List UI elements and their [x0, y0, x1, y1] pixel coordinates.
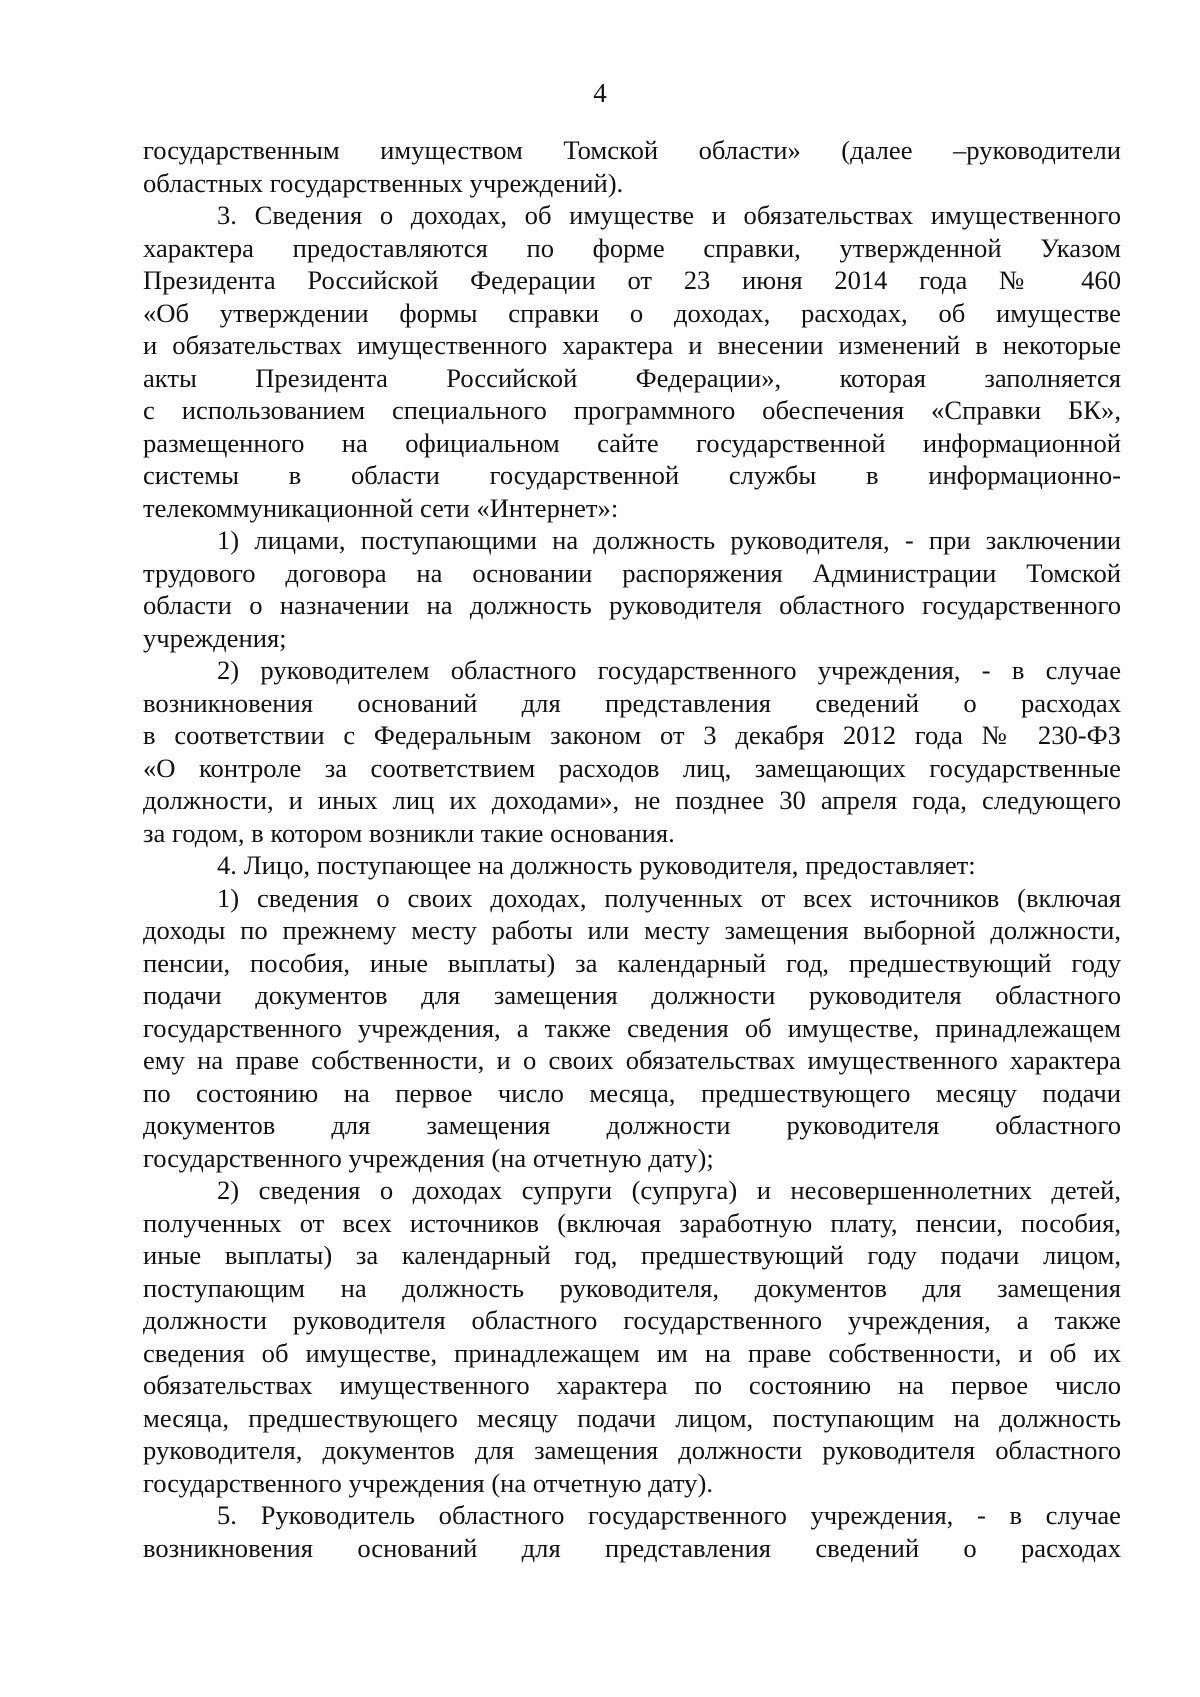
text-line: «Об утверждении формы справки о доходах, расходах, об имуществе — [143, 297, 1121, 328]
paragraph — [143, 1499, 1121, 1564]
text-line: телекоммуникационной сети «Интернет»: — [143, 492, 619, 523]
text-line: учреждения; — [143, 622, 287, 653]
text-line: акты Президента Российской Федерации», которая заполняется — [143, 362, 1121, 393]
text-line: государственного учреждения (на отчетную дату); — [143, 1142, 714, 1173]
text-line: 1) сведения о своих доходах, полученных от всех источников (включая — [217, 882, 1121, 913]
text-line: «О контроле за соответствием расходов лиц, замещающих государственные — [143, 752, 1121, 783]
text-line: подачи документов для замещения должности руководителя областного — [143, 980, 1121, 1010]
text-line: пенсии, пособия, иные выплаты) за календарный год, предшествующий году — [143, 947, 1121, 978]
paragraph — [143, 882, 1121, 1175]
paragraph — [143, 199, 1121, 524]
text-line: государственного учреждения (на отчетную дату). — [143, 1467, 713, 1498]
page-number: 4 — [593, 78, 607, 108]
paragraph — [143, 849, 1121, 882]
paragraph — [143, 1174, 1121, 1499]
text-line: в соответствии с Федеральным законом от 3 декабря 2012 года № 230-ФЗ — [143, 720, 1121, 750]
text-line: государственным имуществом Томской области» (далее –руководители — [143, 135, 1121, 165]
text-line: 2) сведения о доходах супруги (супруга) и несовершеннолетних детей, — [217, 1175, 1121, 1205]
text-line: 5. Руководитель областного государственного учреждения, - в случае — [217, 1500, 1121, 1530]
text-line: и обязательствах имущественного характера и внесении изменений в некоторые — [143, 330, 1121, 360]
text-line: трудового договора на основании распоряжения Администрации Томской — [143, 557, 1121, 588]
text-line: 4. Лицо, поступающее на должность руководителя, предоставляет: — [217, 850, 976, 880]
text-line: характера предоставляются по форме справки, утвержденной Указом — [143, 232, 1121, 263]
paragraph — [143, 524, 1121, 654]
text-line: системы в области государственной службы в информационно- — [143, 460, 1121, 490]
text-line: за годом, в котором возникли такие основания. — [143, 817, 675, 848]
text-line: доходы по прежнему месту работы или месту замещения выборной должности, — [143, 915, 1121, 945]
text-line: иные выплаты) за календарный год, предшествующий году подачи лицом, — [143, 1240, 1121, 1270]
text-line: Президента Российской Федерации от 23 июня 2014 года № 460 — [143, 265, 1121, 295]
text-line: сведения об имуществе, принадлежащем им на праве собственности, и об их — [143, 1337, 1121, 1368]
paragraph — [143, 654, 1121, 849]
text-line: полученных от всех источников (включая заработную плату, пенсии, пособия, — [143, 1207, 1121, 1238]
text-line: должности, и иных лиц их доходами», не позднее 30 апреля года, следующего — [143, 785, 1121, 815]
text-line: 2) руководителем областного государственного учреждения, - в случае — [217, 655, 1121, 685]
text-line: поступающим на должность руководителя, документов для замещения — [143, 1272, 1121, 1303]
text-line: по состоянию на первое число месяца, предшествующего месяцу подачи — [143, 1077, 1121, 1108]
text-line: 1) лицами, поступающими на должность руководителя, - при заключении — [217, 525, 1121, 555]
text-line: с использованием специального программного обеспечения «Справки БК», — [143, 395, 1121, 425]
text-line: руководителя, документов для замещения должности руководителя областного — [143, 1435, 1121, 1465]
document-body — [143, 134, 1121, 1564]
text-line: областных государственных учреждений). — [143, 167, 624, 198]
text-line: месяца, предшествующего месяцу подачи лицом, поступающим на должность — [143, 1402, 1121, 1433]
text-line: обязательствах имущественного характера по состоянию на первое число — [143, 1370, 1121, 1400]
text-line: должности руководителя областного государственного учреждения, а также — [143, 1305, 1121, 1335]
paragraph — [143, 134, 1121, 199]
text-line: ему на праве собственности, и о своих обязательствах имущественного характера — [143, 1045, 1121, 1075]
text-line: документов для замещения должности руководителя областного — [143, 1110, 1121, 1140]
text-line: 3. Сведения о доходах, об имуществе и обязательствах имущественного — [217, 200, 1121, 230]
text-line: размещенного на официальном сайте государственной информационной — [143, 427, 1121, 458]
text-line: возникновения оснований для представления сведений о расходах — [143, 687, 1121, 718]
text-line: государственного учреждения, а также сведения об имуществе, принадлежащем — [143, 1012, 1121, 1043]
text-line: области о назначении на должность руководителя областного государственного — [143, 590, 1121, 620]
text-line: возникновения оснований для представления сведений о расходах — [143, 1532, 1121, 1563]
